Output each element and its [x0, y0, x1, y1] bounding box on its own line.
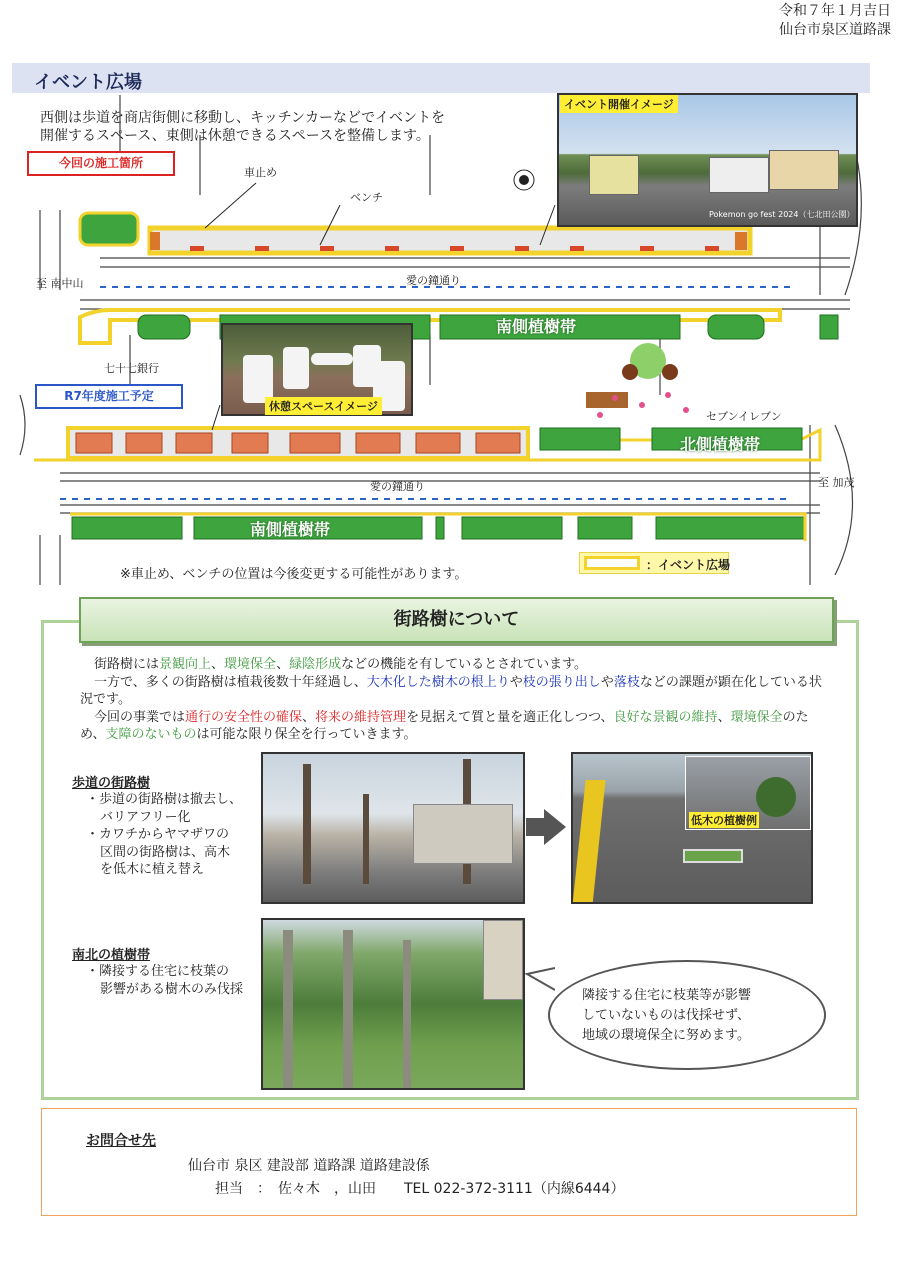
para-project [80, 709, 830, 744]
bubble-line: 隣接する住宅に枝葉等が影響 [582, 988, 752, 1003]
header-date-block [779, 2, 891, 40]
arrow-right-icon [544, 809, 566, 845]
arrow-stem [526, 818, 546, 836]
low-shrub [683, 849, 743, 863]
belt-block [708, 315, 764, 339]
belt-block [578, 517, 632, 539]
event-plaza-title: イベント広場 [34, 72, 142, 93]
belt-tree-block [72, 944, 243, 998]
text-segment: 大木化した樹木の根上り [366, 674, 510, 690]
department-name: 仙台市泉区道路課 [779, 22, 891, 38]
label-to-kamo: 至 加茂 [818, 476, 855, 489]
intro-line-1: 西側は歩道を商店街側に移動し、キッチンカーなどでイベントを [40, 110, 446, 126]
text-segment: 今回の事業では [94, 709, 186, 725]
bullet-text: ・歩道の街路樹は撤去し、 [86, 792, 243, 807]
bullet-text: ・隣接する住宅に枝葉の [86, 964, 230, 979]
para-functions [80, 656, 830, 674]
contact-box [41, 1108, 857, 1216]
low-tree-caption: 低木の植樹例 [691, 814, 757, 827]
text-segment: 落枝 [613, 674, 640, 690]
belt-block [72, 517, 182, 539]
sidewalk-tree-block [72, 772, 242, 879]
text-segment: 一方で、多くの街路樹は植栽後数十年経過し、 [94, 674, 367, 690]
label-road-top: 愛の鐘通り [406, 274, 461, 287]
tree-trunk [403, 940, 411, 1090]
sidewalk-tree-bullets [72, 791, 242, 879]
belt-block [436, 517, 444, 539]
shrub [756, 777, 796, 817]
bubble-line: 地域の環境保全に努めます。 [582, 1028, 750, 1043]
text-segment: 環境保全 [224, 657, 277, 672]
label-road-bottom: 愛の鐘通り [370, 480, 425, 493]
label-north-belt: 北側植樹帯 [680, 435, 761, 454]
sidewalk-tree-title: 歩道の街路樹 [72, 776, 151, 791]
contact-title: お問合せ先 [86, 1133, 156, 1149]
belt-block [656, 517, 806, 539]
legend-swatch [584, 556, 640, 570]
rest-space-caption: 休憩スペースイメージ [265, 397, 382, 415]
planting-west-upper [80, 213, 138, 245]
chair-icon [622, 364, 638, 380]
planting-belt-photo [261, 918, 525, 1090]
low-tree-photo [571, 752, 813, 904]
house [483, 920, 523, 1000]
photo-credit: Pokemon go fest 2024（七北田公園） [709, 210, 855, 219]
map-note: ※車止め、ベンチの位置は今後変更する可能性があります。 [120, 567, 468, 582]
preservation-bubble [548, 960, 826, 1070]
text-segment: 、 [276, 657, 290, 672]
belt-block [540, 428, 620, 450]
sidewalk-trees-photo [261, 752, 525, 904]
bubble-line: していないものは伐採せず、 [582, 1008, 750, 1023]
tree-trunk [343, 930, 353, 1090]
bench-icon [586, 392, 628, 408]
kitchen-car [769, 150, 839, 190]
text-segment: を見据えて質と量を適正化しつつ、 [406, 709, 614, 725]
intro-line-2: 開催するスペース、東側は休憩できるスペースを整備します。 [40, 128, 430, 144]
building [413, 804, 513, 864]
kitchen-car [709, 157, 769, 193]
street-tree-paragraphs [80, 656, 830, 744]
text-segment: 環境保全 [730, 709, 783, 725]
text-segment: 支障のないもの [105, 727, 197, 742]
car-stop-pointer [205, 183, 256, 228]
text-segment: 街路樹には [94, 657, 160, 672]
white-table [311, 353, 353, 365]
label-south-belt-bottom: 南側植樹帯 [250, 520, 331, 539]
bullet-text: バリアフリー化 [100, 809, 191, 825]
text-segment: 、 [302, 709, 316, 725]
rest-space-tiles [76, 433, 520, 453]
contact-person: 担当 ： 佐々木 ，山田 TEL 022-372-3111（内線6444） [215, 1181, 625, 1197]
belt-block [138, 315, 190, 339]
belt-tree-bullets [72, 963, 243, 998]
belt-block [462, 517, 562, 539]
label-south-belt-top: 南側植樹帯 [496, 317, 577, 336]
text-segment: や [509, 674, 523, 690]
tactile-paving [572, 780, 605, 904]
label-bank: 七十七銀行 [104, 362, 159, 375]
belt-tree-title: 南北の植樹帯 [72, 948, 151, 963]
label-bench: ベンチ [350, 191, 383, 204]
tree-trunk [283, 930, 293, 1090]
text-segment: などの機能を有しているとされています。 [341, 657, 588, 672]
bullet-text: 区間の街路樹は、高木 [100, 844, 231, 860]
text-segment: などの課題が顕在化している状況です。 [80, 674, 822, 707]
event-image-caption: イベント開催イメージ [560, 95, 678, 113]
chair-icon [662, 364, 678, 380]
text-segment: 、 [211, 657, 225, 672]
text-segment: のため、 [80, 709, 809, 742]
text-segment: 景観向上 [159, 657, 212, 672]
text-segment: は可能な限り保全を行っていきます。 [196, 727, 417, 742]
text-segment: や [600, 674, 614, 690]
issue-date: 令和７年１月吉日 [779, 3, 891, 19]
legend-label: ：イベント広場 [646, 558, 731, 572]
contact-org: 仙台市 泉区 建設部 道路課 道路建設係 [188, 1158, 430, 1174]
text-segment: 良好な景観の維持 [613, 709, 718, 725]
label-seven-eleven: セブンイレブン [706, 410, 782, 423]
white-chair [243, 355, 273, 403]
tree-trunk [363, 794, 369, 884]
bullet-text: を低木に植え替え [100, 862, 205, 877]
bullet-text: 影響がある樹木のみ伐採 [100, 981, 244, 997]
label-to-minaminakayama: 至 南中山 [36, 277, 84, 290]
para-issues [80, 674, 830, 709]
north-arrow-core [519, 175, 529, 185]
street-tree-title: 街路樹について [79, 597, 834, 643]
belt-block [820, 315, 838, 339]
text-segment: 将来の維持管理 [315, 709, 407, 725]
bubble-tail [525, 960, 555, 1000]
text-segment: 緑陰形成 [289, 657, 342, 672]
current-construction-tag: 今回の施工箇所 [27, 151, 175, 176]
text-segment: 枝の張り出し [522, 674, 601, 690]
text-segment: 、 [717, 709, 731, 725]
white-chair [283, 347, 309, 389]
label-car-stop: 車止め [244, 166, 277, 179]
kitchen-car [589, 155, 639, 195]
event-image-photo [557, 93, 858, 227]
r7-construction-tag: R7年度施工予定 [35, 384, 183, 409]
text-segment: 通行の安全性の確保 [185, 709, 303, 725]
bullet-text: ・カワチからヤマザワの [86, 827, 230, 842]
tree-trunk [303, 764, 311, 884]
